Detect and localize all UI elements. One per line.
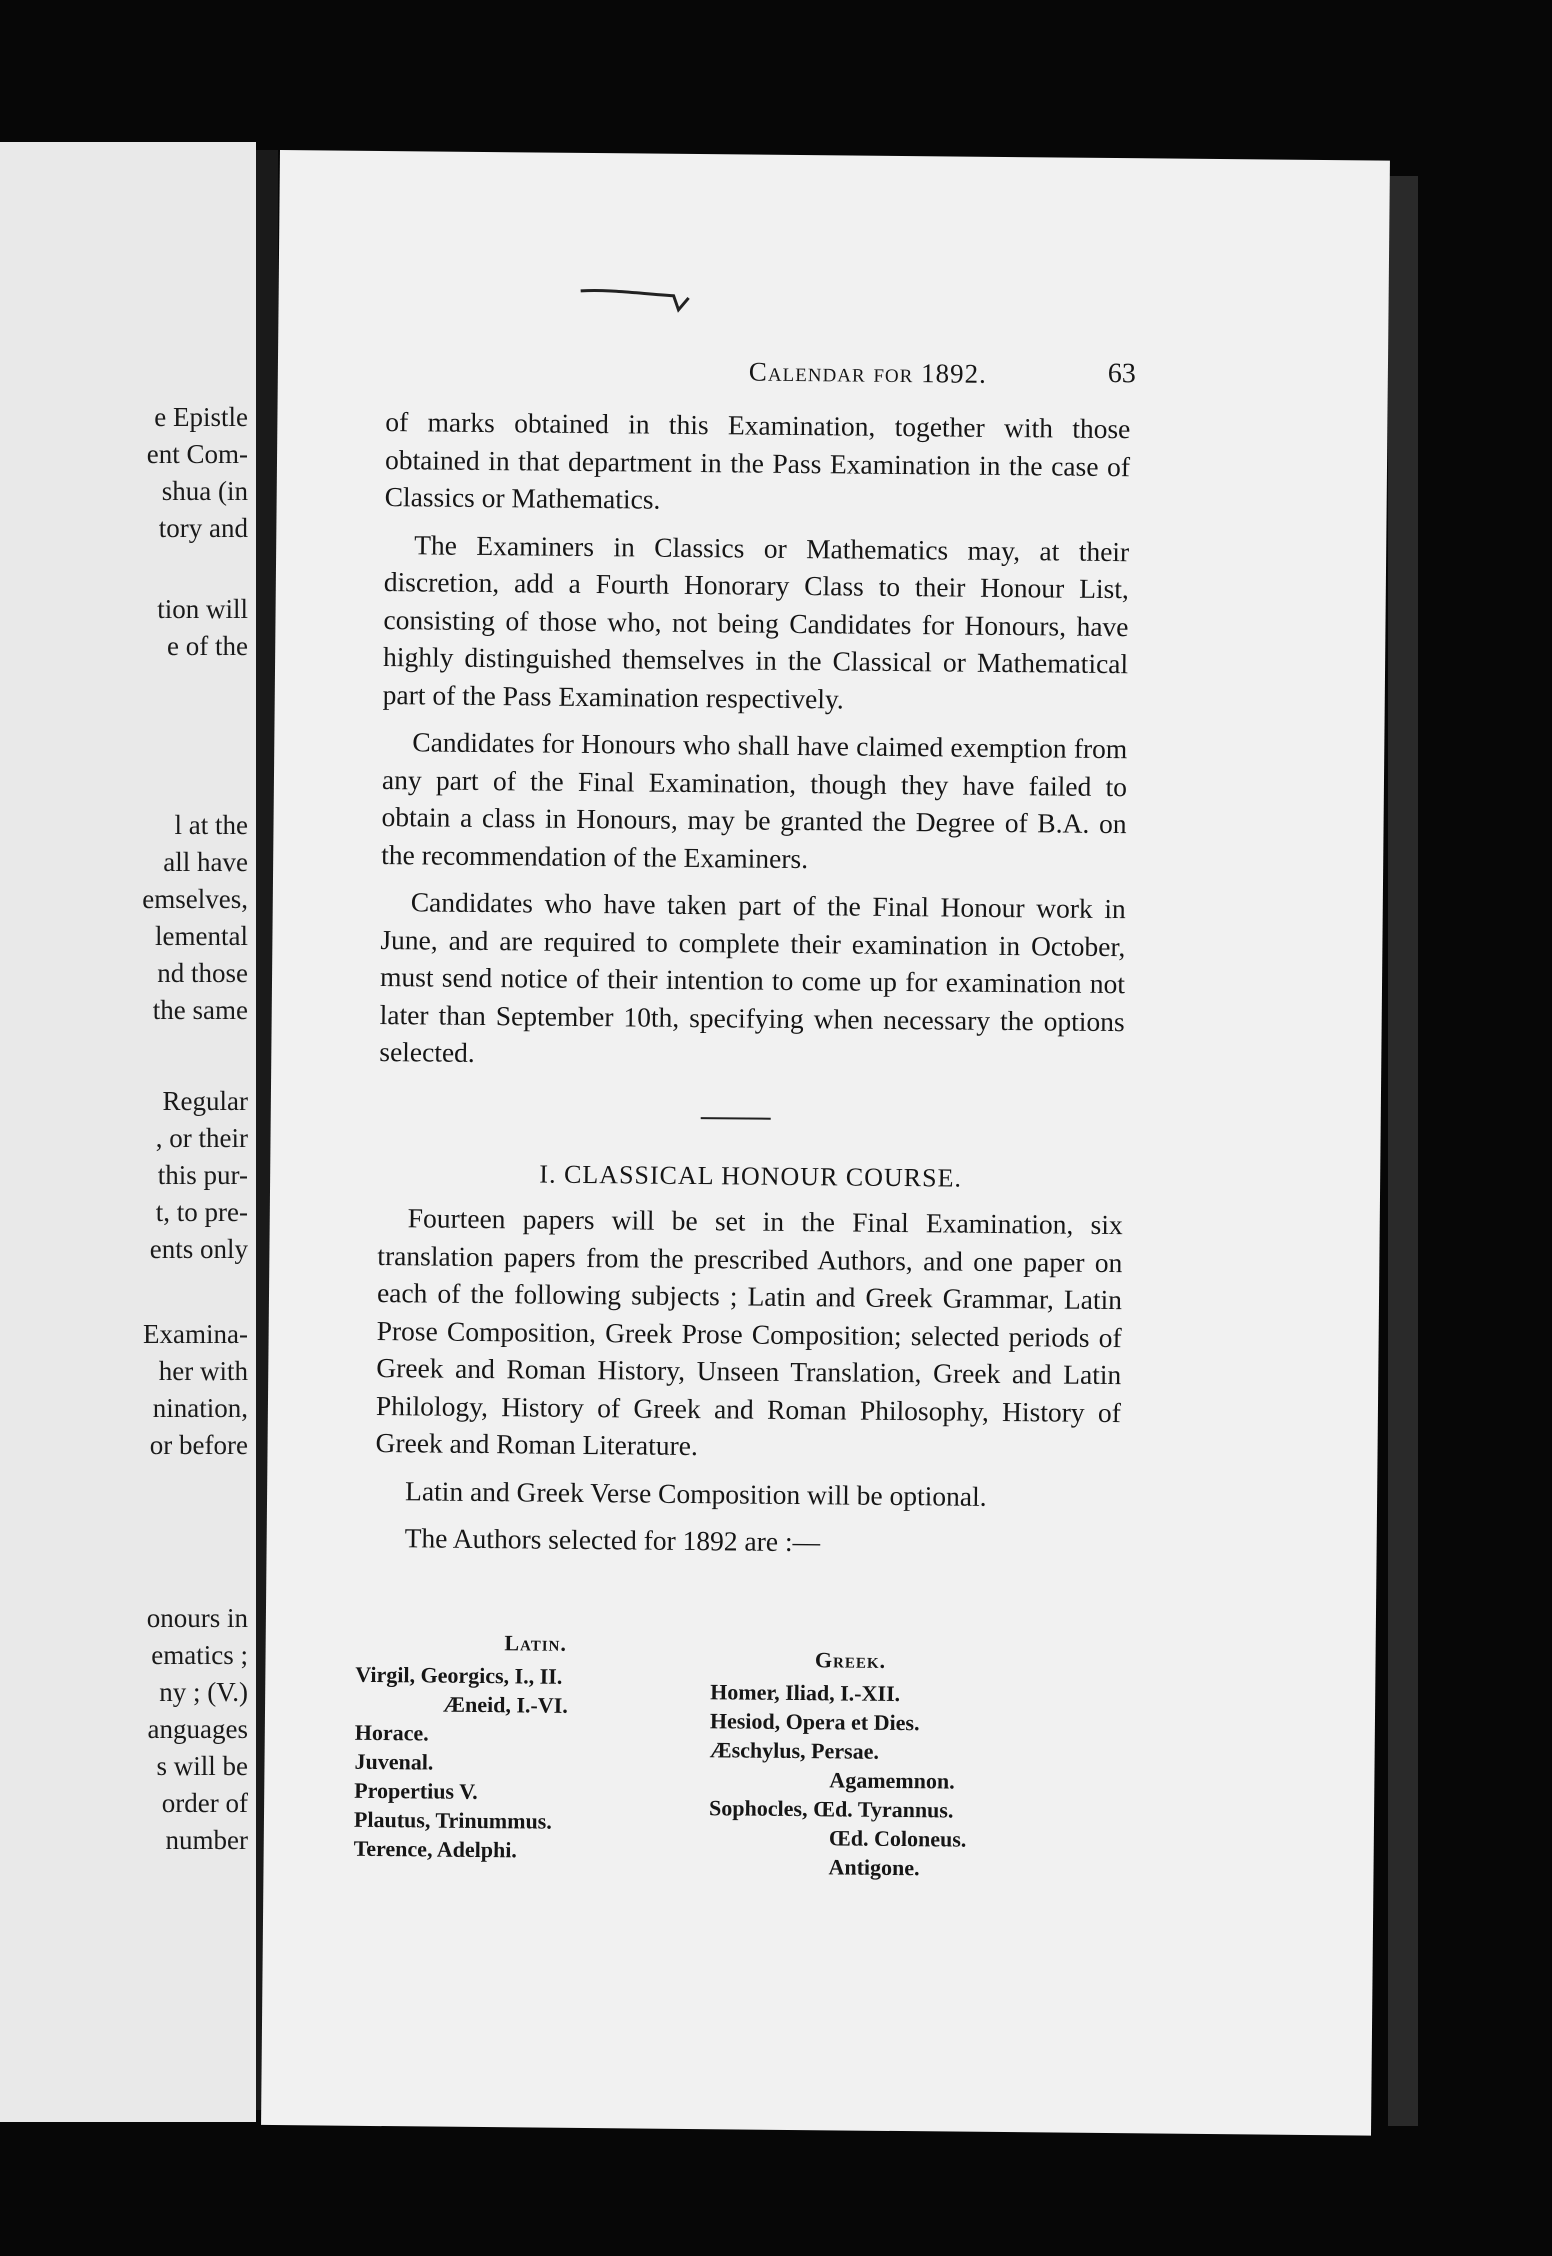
left-page-fragment: , or their — [155, 1123, 248, 1153]
left-page-fragment: Examina- — [143, 1319, 248, 1349]
left-page-fragment: ents only — [149, 1234, 248, 1264]
left-page-fragment: ematics ; — [151, 1640, 248, 1670]
list-item: Terence, Adelphi. — [353, 1835, 518, 1863]
left-page-fragment: s will be — [156, 1751, 248, 1781]
list-item: Agamemnon. — [829, 1767, 955, 1794]
list-item: Homer, Iliad, I.-XII. — [710, 1679, 901, 1707]
left-page-fragment: nd those — [157, 958, 248, 988]
left-page-fragment: anguages — [147, 1714, 248, 1744]
left-page-fragment: or before — [149, 1430, 248, 1460]
list-item: Æschylus, Persae. — [709, 1737, 880, 1764]
left-page — [0, 142, 256, 2122]
left-page-fragment: ny ; (V.) — [159, 1677, 248, 1707]
left-page-fragment: tion will — [157, 594, 248, 624]
body-text — [379, 403, 1130, 1088]
left-page-fragment: t, to pre- — [155, 1197, 248, 1227]
pen-mark — [578, 283, 698, 324]
left-page-fragment: shua (in — [161, 476, 248, 506]
greek-heading: Greek. — [814, 1647, 887, 1673]
left-page-fragment: Regular — [162, 1086, 248, 1116]
page-number: 63 — [1107, 357, 1137, 390]
left-page-fragment: onours in — [146, 1603, 248, 1633]
list-item: Antigone. — [828, 1854, 920, 1881]
list-item: Plautus, Trinummus. — [353, 1806, 552, 1834]
left-page-fragment: emselves, — [142, 884, 248, 914]
paragraph: The Authors selected for 1892 are :— — [404, 1522, 821, 1558]
paragraph: of marks obtained in this Examination, together with those obtained in that department in the Pass Examination in the case of Classics or Mathematics. — [384, 406, 1131, 515]
left-page-fragment: number — [165, 1825, 248, 1855]
left-page-fragment: order of — [161, 1788, 248, 1818]
section-text — [374, 1199, 1122, 1574]
left-page-fragment: e Epistle — [154, 402, 248, 432]
latin-heading: Latin. — [504, 1630, 568, 1656]
list-item: Juvenal. — [354, 1748, 434, 1775]
left-page-fragment: the same — [152, 995, 248, 1025]
section-title: I. CLASSICAL HONOUR COURSE. — [539, 1159, 963, 1193]
paragraph: Candidates for Honours who shall have claimed exemption from any part of the Final Examination, though they have failed to obtain a class in Honours, may be granted the Degree of B.A. on the recommendation of the Examiners. — [381, 726, 1128, 874]
paragraph: The Examiners in Classics or Mathematics may, at their discretion, add a Fourth Honorary Class to their Honour List, consisting of those who, not being Candidates for Honours, have highly distinguished themselves in the Classical or Mathematical part of the Pass Examination respectively. — [382, 528, 1130, 714]
latin-authors-list — [354, 1627, 656, 1866]
list-item: Œd. Coloneus. — [828, 1825, 967, 1852]
left-page-fragment: lemental — [155, 921, 248, 951]
list-item: Sophocles, Œd. Tyrannus. — [708, 1795, 954, 1823]
left-page-fragment: e of the — [167, 631, 248, 661]
left-page-fragment: this pur- — [157, 1160, 248, 1190]
paragraph: Latin and Greek Verse Composition will be optional. — [404, 1474, 987, 1512]
left-page-fragment: nination, — [152, 1393, 248, 1423]
list-item: Propertius V. — [354, 1777, 478, 1804]
running-header: Calendar for 1892. — [748, 356, 988, 389]
left-page-fragment: tory and — [158, 513, 248, 543]
right-page — [261, 150, 1390, 2136]
left-page-fragment: l at the — [174, 810, 248, 840]
greek-authors-list — [708, 1644, 1030, 1883]
list-item: Æneid, I.-VI. — [442, 1691, 568, 1718]
list-item: Hesiod, Opera et Dies. — [709, 1708, 920, 1736]
section-divider — [701, 1117, 771, 1120]
left-page-fragment: all have — [163, 847, 248, 877]
left-page-fragment: her with — [158, 1356, 248, 1386]
paragraph: Fourteen papers will be set in the Final Examination, six translation papers from the prescribed Authors, and one paper on each of the following subjects ; Latin and Greek Grammar, Latin Prose Composition, Greek Prose Composition; selected periods of Greek and Roman History, Unseen Translation, Greek and Latin Philology, History of Greek and Roman Philosophy, History of Greek and Roman Literature. — [375, 1202, 1123, 1462]
left-page-fragment: ent Com- — [146, 439, 248, 469]
paragraph: Candidates who have taken part of the Final Honour work in June, and are required to complete their examination in October, must send notice of their intention to come up for examination not later than September 10th, specifying when necessary the options selected. — [379, 886, 1126, 1068]
page-edge — [1388, 176, 1418, 2126]
list-item: Horace. — [354, 1719, 429, 1746]
list-item: Virgil, Georgics, I., II. — [355, 1661, 563, 1689]
